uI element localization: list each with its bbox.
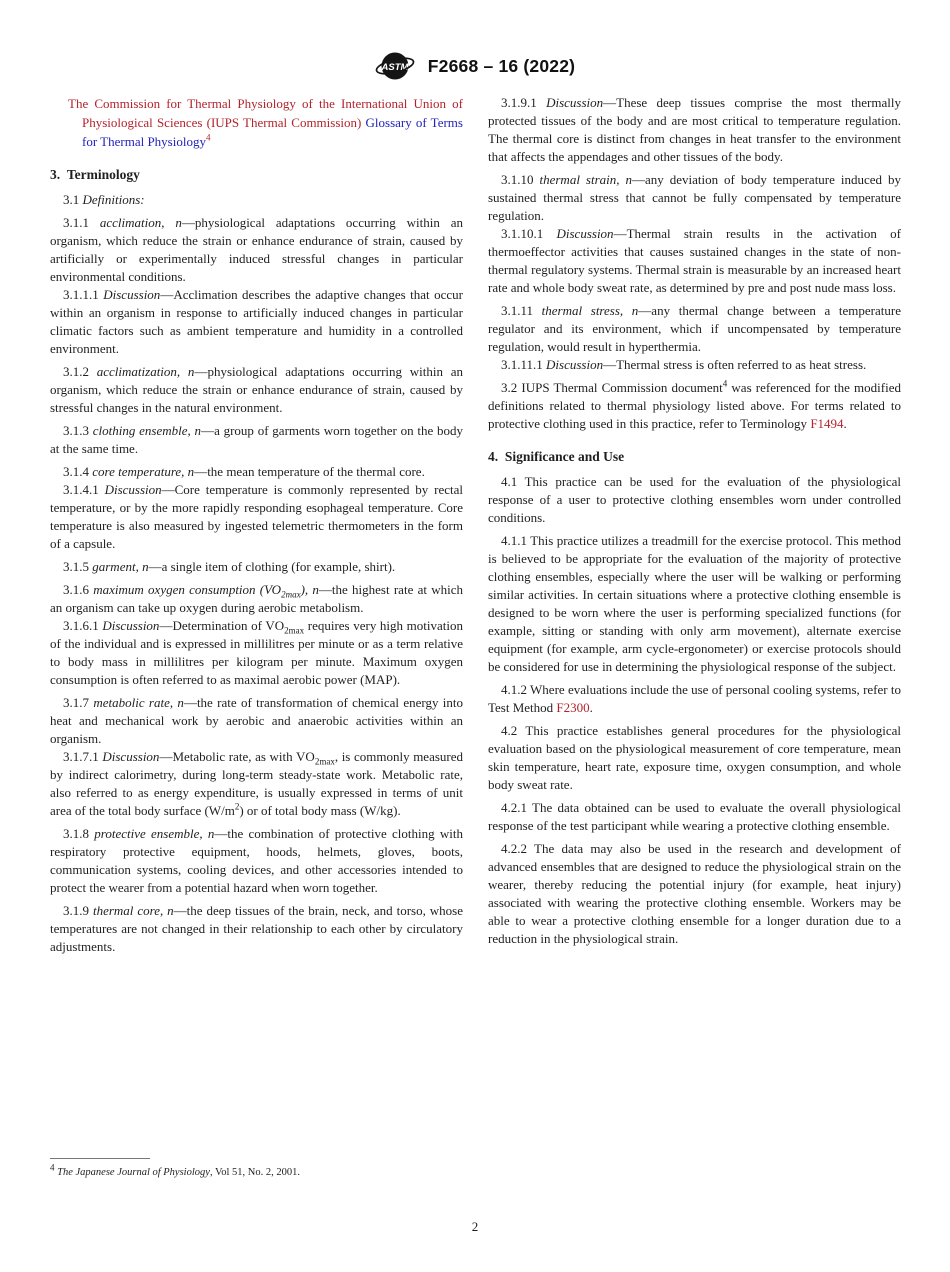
- astm-logo: [375, 48, 415, 84]
- text-segment: —Determination of VO: [159, 618, 285, 633]
- text-segment: The Japanese Journal of Physiology: [57, 1167, 210, 1178]
- page-header: [0, 48, 950, 84]
- para-3.1.11: [488, 302, 901, 356]
- text-segment: 3.1.8: [63, 826, 95, 841]
- text-segment: Definitions:: [82, 192, 145, 207]
- text-segment: 4: [722, 378, 728, 389]
- text-segment: .: [843, 416, 847, 431]
- footnote: [50, 1158, 463, 1180]
- text-segment: 2max: [314, 756, 335, 767]
- para-4.1: [488, 473, 901, 527]
- text-segment: —Thermal stress is often referred to as heat stress.: [603, 357, 867, 372]
- section-number: 4.: [488, 449, 499, 464]
- para-3.2: [488, 379, 901, 433]
- text-segment: 3.2 IUPS Thermal Commission document: [501, 380, 723, 395]
- text-segment: Discussion: [102, 749, 160, 764]
- text-segment: thermal core, n: [92, 903, 174, 918]
- text-segment: 3.1: [63, 192, 83, 207]
- text-segment: Discussion: [556, 226, 614, 241]
- svg-text:ASTM: ASTM: [381, 62, 409, 73]
- para-3.1.9.1: [488, 94, 901, 166]
- para-3.1.4: [50, 463, 463, 481]
- footnote-text: [50, 1162, 463, 1180]
- text-segment: 3.1.3: [63, 423, 93, 438]
- para-4.1.1: [488, 532, 901, 676]
- para-3.1.3: [50, 422, 463, 458]
- text-segment: acclimatization, n: [96, 364, 195, 379]
- left-column: [50, 94, 463, 956]
- text-segment: 3.1.4: [63, 464, 93, 479]
- text-segment: 3.1.10: [501, 172, 540, 187]
- text-segment: Discussion: [546, 95, 604, 110]
- text-segment: 4.2 This practice establishes general procedures for the physiological evaluation based on the physiological measurement of core temperature, mean skin temperature, heart rate, exposure time, oxygen consumption, and whole body sweat rate.: [488, 723, 901, 792]
- text-segment: —a group of garments worn together on the body at the same time.: [50, 423, 464, 456]
- text-segment: ) or of total body mass (W/kg).: [239, 803, 401, 818]
- para-3.1: [50, 191, 463, 209]
- section-heading-4: [488, 448, 901, 466]
- text-segment: 3.1.10.1: [501, 226, 557, 241]
- text-segment: —Core temperature is commonly represented by rectal temperature, or by the more rapidly responding esophageal temperature. Core temperature is also measured by ingested telemetric thermometers in the form of a capsule.: [50, 482, 463, 551]
- footnote-rule: [50, 1158, 150, 1159]
- text-segment: 4.1.2 Where evaluations include the use of personal cooling systems, refer to Test Method: [488, 682, 901, 715]
- text-segment: 4: [205, 132, 211, 143]
- para-3.1.10: [488, 171, 901, 225]
- para-4.2.1: [488, 799, 901, 835]
- text-segment: —the rate of transformation of chemical energy into heat and mechanical work by aerobic and anaerobic activities within an organism.: [50, 695, 464, 746]
- ref-link-f1494[interactable]: F1494: [810, 416, 844, 431]
- para-3.1.1: [50, 214, 463, 286]
- text-segment: ), n: [300, 582, 319, 597]
- para-3.1.4.1: [50, 481, 463, 553]
- para-3.1.5: [50, 558, 463, 576]
- text-segment: —Acclimation describes the adaptive changes that occur within an organism in response to artificially induced changes in particular climatic factors such as ambient temperature and humidity in a controlled environment.: [50, 287, 464, 356]
- text-segment: Discussion: [103, 287, 161, 302]
- para-4.2.2: [488, 840, 901, 948]
- text-segment: 4.2.2 The data may also be used in the research and development of advanced ensembles that are designed to reduce the physiological strain on the wearer, thereby reducing the potential injury (for example, heat injury) associated with wearing the protective clothing ensemble. Workers may be able to wear a protective clothing ensemble for a longer duration due to a reduction in the physiological strain.: [488, 841, 901, 946]
- text-segment: —the highest rate at which an organism can take up oxygen during aerobic metabolism.: [50, 582, 463, 615]
- text-segment: metabolic rate, n: [93, 695, 184, 710]
- text-segment: thermal stress, n: [541, 303, 639, 318]
- text-segment: —the combination of protective clothing with respiratory protective equipment, hoods, helmets, gloves, boots, communication systems, cooling devices, and other accessories intended to protect the wearer from a potential hazard when worn together.: [50, 826, 463, 895]
- right-column: [488, 94, 901, 948]
- text-segment: —any deviation of body temperature induced by sustained thermal stress that cannot be fully compensated by temperature regulation.: [488, 172, 902, 223]
- text-segment: —physiological adaptations occurring within an organism, which reduce the strain or enhance endurance of strain, caused by stressful changes in the natural environment.: [50, 364, 464, 415]
- text-segment: 3.1.7: [63, 695, 94, 710]
- text-segment: —physiological adaptations occurring within an organism, which reduce the strain or enhance endurance of strain, caused by artificially or experimentally induced stressful changes in particular environmental conditions.: [50, 215, 463, 284]
- text-segment: 4.1 This practice can be used for the evaluation of the physiological response of a user to protective clothing ensembles worn under controlled conditions.: [488, 474, 901, 525]
- text-segment: was referenced for the modified definitions related to thermal physiology listed above. For terms related to protective clothing used in this practice, refer to Terminology: [488, 380, 901, 431]
- text-segment: 3.1.1.1: [63, 287, 104, 302]
- ref-link-f2300[interactable]: F2300: [556, 700, 590, 715]
- para-3.1.6.1: [50, 617, 463, 689]
- text-segment: 4.2.1 The data obtained can be used to evaluate the overall physiological response of the test participant while wearing a protective clothing ensemble.: [488, 800, 901, 833]
- text-segment: 3.1.11: [501, 303, 542, 318]
- text-segment: Discussion: [104, 482, 162, 497]
- para-4.1.2: [488, 681, 901, 717]
- text-segment: 3.1.6: [63, 582, 94, 597]
- para-4.2: [488, 722, 901, 794]
- para-3.1.11.1: [488, 356, 901, 374]
- section-number: 3.: [50, 167, 61, 182]
- text-segment: 3.1.4.1: [63, 482, 105, 497]
- section-heading-3: [50, 166, 463, 184]
- document-title: F2668 – 16 (2022): [427, 55, 576, 76]
- section-title: Significance and Use: [504, 449, 625, 464]
- text-segment: thermal strain, n: [539, 172, 632, 187]
- para-3.1.7: [50, 694, 463, 748]
- glossary-link[interactable]: Glossary of Terms for Thermal Physiology: [82, 115, 463, 149]
- text-segment: , Vol 51, No. 2, 2001.: [209, 1167, 300, 1178]
- page-number: 2: [471, 1219, 479, 1234]
- text-segment: acclimation, n: [99, 215, 182, 230]
- referenced-document-title: [50, 94, 463, 151]
- para-3.1.2: [50, 363, 463, 417]
- text-segment: 3.1.2: [63, 364, 97, 379]
- text-segment: 3.1.11.1: [501, 357, 547, 372]
- text-segment: 4.1.1 This practice utilizes a treadmill for the exercise protocol. This method is believed to be appropriate for the evaluation of the majority of protective clothing ensembles, especially where the user will be walking or performing similar activities. In certain situations where a protective clothing ensemble is designed to be worn where the user is performing specialized functions (for example, sitting or standing with only arm movement), alternate exercise equipment (for example, arm cycle-ergonometer) or exercise protocols should be considered for use in determining the physiological response of the subject.: [488, 533, 901, 674]
- text-segment: core temperature, n: [92, 464, 195, 479]
- text-segment: .: [589, 700, 593, 715]
- text-segment: 3.1.9: [63, 903, 93, 918]
- text-segment: 3.1.9.1: [501, 95, 547, 110]
- text-segment: maximum oxygen consumption (VO: [93, 582, 282, 597]
- text-segment: , is commonly measured by indirect calorimetry, during long-term steady-state work. Metabolic rate, also referred to as energy expenditure, is usually expressed in terms of unit area of the total body surface (W/m: [50, 749, 464, 818]
- text-segment: 3.1.6.1: [63, 618, 103, 633]
- text-segment: —a single item of clothing (for example, shirt).: [148, 559, 396, 574]
- text-segment: —any thermal change between a temperature regulator and its environment, which if uncompensated by temperature regulation, would result in hyperthermia.: [488, 303, 901, 354]
- text-segment: —the mean temperature of the thermal core.: [194, 464, 425, 479]
- text-segment: requires very high motivation of the individual and is expressed in millilitres per minute or as a term relative to body mass in millilitres per kilogram per minute. Maximum oxygen consumption is often referred to as maximal aerobic power (MAP).: [50, 618, 463, 687]
- para-3.1.10.1: [488, 225, 901, 297]
- para-3.1.8: [50, 825, 463, 897]
- text-segment: The Commission for Thermal Physiology of the International Union of Physiological Sciences (IUPS Thermal Commission): [68, 96, 463, 130]
- text-segment: clothing ensemble, n: [92, 423, 202, 438]
- text-segment: Discussion: [102, 618, 160, 633]
- para-3.1.7.1: [50, 748, 463, 820]
- text-segment: —Metabolic rate, as with VO: [159, 749, 315, 764]
- text-segment: Discussion: [546, 357, 604, 372]
- section-title: Terminology: [66, 167, 140, 182]
- text-segment: —the deep tissues of the brain, neck, and torso, whose temperatures are not changed in their relationship to each other by circulatory adjustments.: [50, 903, 464, 954]
- text-segment: 2: [234, 801, 240, 812]
- para-3.1.6: [50, 581, 463, 617]
- para-3.1.9: [50, 902, 463, 956]
- text-segment: —These deep tissues comprise the most thermally protected tissues of the body and are most critical to temperature regulation. The thermal core is distinct from changes in heat transfer to the environment that affects the appendages and other tissues of the body.: [488, 95, 901, 164]
- text-segment: —Thermal strain results in the activation of thermoeffector activities that causes sustained changes in the state of non-thermal regulatory systems. Thermal strain is measurable by an increased heart rate and whole body sweat rate, as determined by pre and post nude mass loss.: [488, 226, 901, 295]
- para-3.1.1.1: [50, 286, 463, 358]
- text-segment: protective ensemble, n: [94, 826, 215, 841]
- text-segment: 4: [50, 1162, 55, 1173]
- text-segment: garment, n: [92, 559, 149, 574]
- text-segment: 3.1.5: [63, 559, 93, 574]
- text-segment: 3.1.7.1: [63, 749, 103, 764]
- text-segment: 2max: [284, 625, 305, 636]
- text-segment: 2max: [281, 589, 301, 600]
- text-segment: 3.1.1: [63, 215, 100, 230]
